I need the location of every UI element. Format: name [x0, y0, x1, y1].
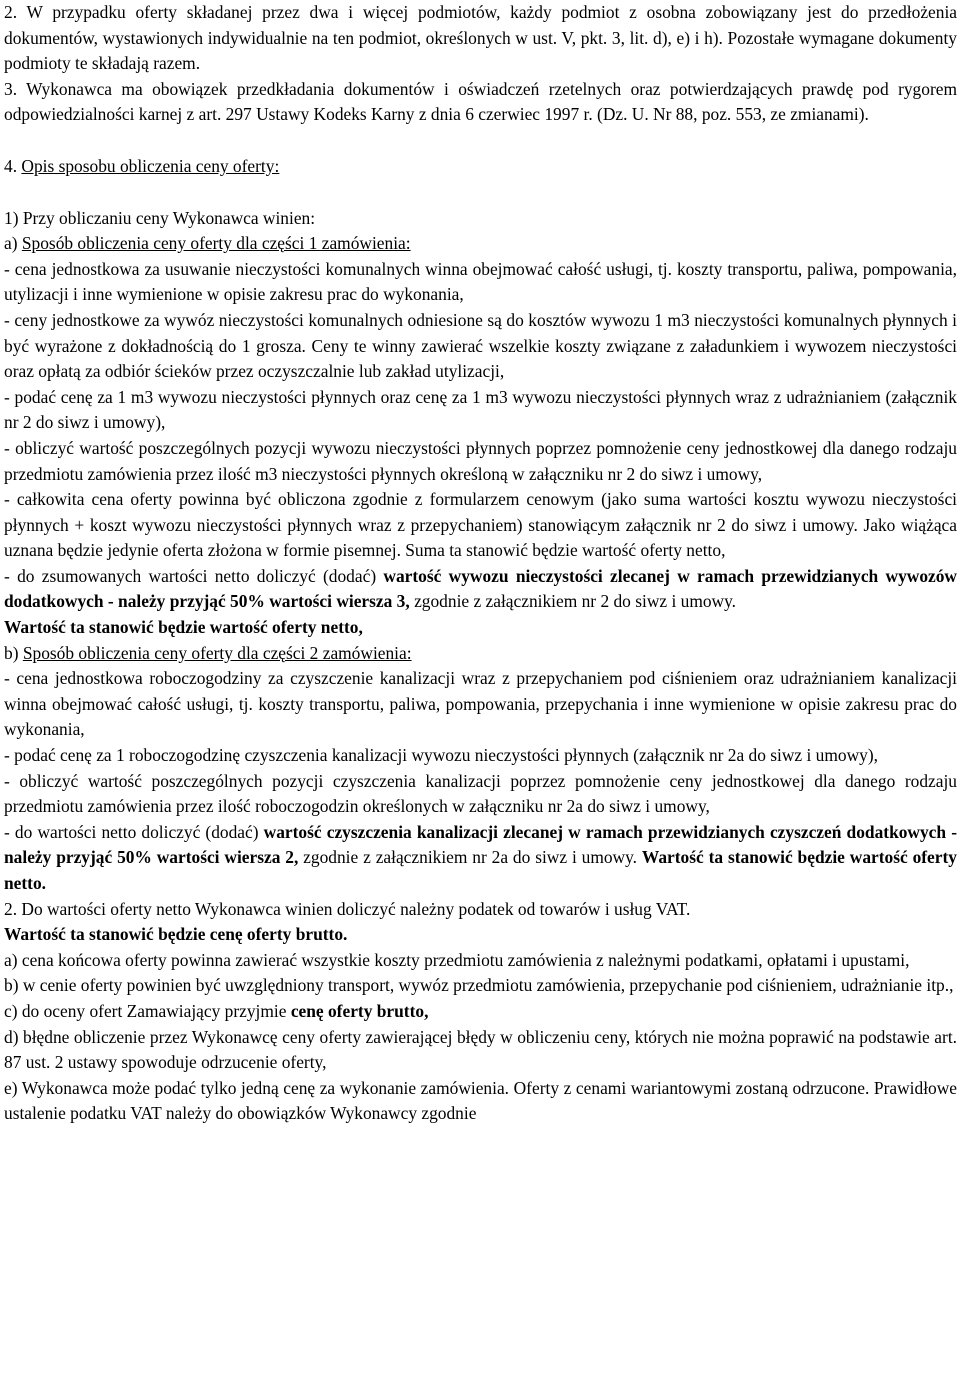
text: zgodnie z załącznikiem nr 2 do siwz i umowy. [409, 591, 737, 612]
point-1-intro: 1) Przy obliczaniu ceny Wykonawca winien: [4, 207, 316, 228]
point-2-vat: 2. Do wartości oferty netto Wykonawca winien doliczyć należny podatek od towarów i usług VAT. [4, 898, 691, 919]
bold-text: wartość czyszczenia kanalizacji zlecanej w ramach przewidzianych czyszczeń dodatkowych - należy przyjąć 50% wartości wiersza 2, [4, 821, 957, 868]
part-1-item: - ceny jednostkowe za wywóz nieczystości komunalnych odniesione są do kosztów wywozu 1 m3 nieczystości komunalnych płynnych i być wyrażone z dokładnością do 1 grosza. Ceny te winny zawierać wszelkie koszty związane z załadunkiem i wywozem nieczystości oraz opłatą za odbiór ścieków przez oczyszczalnie lub zakład utylizacji, [4, 309, 957, 382]
section-number: 4. [4, 155, 22, 176]
bold-text: Wartość ta stanowić będzie wartość oferty netto. [4, 847, 957, 893]
rule-b: b) w cenie oferty powinien być uwzględniony transport, wywóz przedmiotu zamówienia, przepychanie pod ciśnieniem, udrażnianie itp., [4, 975, 954, 996]
paragraph-joint-offer: 2. W przypadku oferty składanej przez dwa i więcej podmiotów, każdy podmiot z osobna zobowiązany jest do przedłożenia dokumentów, wystawionych indywidualnie na ten podmiot, określonych w ust. V, pkt. 3, lit. d), e) i h). Pozostałe wymagane dokumenty podmioty te składają razem. [4, 2, 957, 74]
section-title: Opis sposobu obliczenia ceny oferty: [21, 155, 280, 176]
text: zgodnie z załącznikiem nr 2a do siwz i umowy. [298, 847, 642, 868]
part-prefix: a) [4, 233, 22, 254]
point-2-gross-note [4, 922, 957, 948]
part-1-item [4, 564, 957, 615]
paragraph-documents-liability: 3. Wykonawca ma obowiązek przedkładania dokumentów i oświadczeń rzetelnych oraz potwierdzających prawdę pod rygorem odpowiedzialności karnej z art. 297 Ustawy Kodeks Karny z dnia 6 czerwiec 1997 r. (Dz. U. Nr 88, poz. 553, ze zmianami). [4, 78, 957, 125]
part-title: Sposób obliczenia ceny oferty dla części 1 zamówienia: [21, 233, 411, 254]
text: c) do oceny ofert Zamawiający przyjmie [4, 1000, 291, 1021]
rule-a: a) cena końcowa oferty powinna zawierać wszystkie koszty przedmiotu zamówienia z należnymi podatkami, opłatami i upustami, [4, 949, 910, 970]
part-prefix: b) [4, 642, 23, 663]
rule-e: e) Wykonawca może podać tylko jedną cenę za wykonanie zamówienia. Oferty z cenami wariantowymi zostaną odrzucone. Prawidłowe ustalenie podatku VAT należy do obowiązków Wykonawcy zgodnie [4, 1077, 957, 1124]
rule-c [4, 999, 957, 1025]
part-2-item: - obliczyć wartość poszczególnych pozycji czyszczenia kanalizacji poprzez pomnożenie ceny jednostkowej dla danego rodzaju przedmiotu zamówienia przez ilość roboczogodzin określonych w załączniku nr 2a do siwz i umowy, [4, 770, 957, 817]
spacer [4, 180, 957, 206]
text: - do wartości netto doliczyć (dodać) [4, 821, 264, 842]
part-1-item: - całkowita cena oferty powinna być obliczona zgodnie z formularzem cenowym (jako suma wartości kosztu wywozu nieczystości płynnych + koszt wywozu nieczystości płynnych wraz z przepychaniem) stanowiącym załącznik nr 2 do siwz i umowy. Jako wiążąca uznana będzie jedynie oferta złożona w formie pisemnej. Suma ta stanowić będzie wartość oferty netto, [4, 489, 957, 561]
part-1-heading [4, 231, 957, 257]
part-1-item: - obliczyć wartość poszczególnych pozycji wywozu nieczystości płynnych poprzez pomnożenie ceny jednostkowej dla danego rodzaju przedmiotu zamówienia przez ilość m3 nieczystości płynnych określoną w załączniku nr 2 do siwz i umowy, [4, 437, 957, 484]
part-1-value-note [4, 615, 957, 641]
spacer [4, 128, 957, 154]
part-2-heading [4, 641, 957, 667]
bold-text: wartość wywozu nieczystości zlecanej w ramach przewidzianych wywozów dodatkowych - należy przyjąć 50% wartości wiersza 3, [4, 565, 957, 612]
text: - do zsumowanych wartości netto doliczyć (dodać) [4, 565, 384, 586]
part-1-item: - cena jednostkowa za usuwanie nieczystości komunalnych winna obejmować całość usługi, tj. koszty transportu, paliwa, pompowania, utylizacji i inne wymienione w opisie zakresu prac do wykonania, [4, 258, 957, 305]
part-2-item: - cena jednostkowa roboczogodziny za czyszczenie kanalizacji wraz z przepychaniem pod ciśnieniem oraz udrażnianiem kanalizacji winna obejmować całość usługi, tj. koszty transportu, paliwa, pompowania, przepychania i inne wymienione w opisie zakresu prac do wykonania, [4, 668, 957, 740]
bold-text: cenę oferty brutto, [290, 1000, 429, 1021]
section-4-heading [4, 154, 957, 180]
bold-text: Wartość ta stanowić będzie wartość oferty netto, [4, 617, 363, 638]
bold-text: Wartość ta stanowić będzie cenę oferty brutto. [4, 924, 348, 945]
part-1-item: - podać cenę za 1 m3 wywozu nieczystości płynnych oraz cenę za 1 m3 wywozu nieczystości płynnych wraz z udrażnianiem (załącznik nr 2 do siwz i umowy), [4, 386, 957, 433]
rule-d: d) błędne obliczenie przez Wykonawcę ceny oferty zawierającej błędy w obliczeniu ceny, których nie można poprawić na podstawie art. 87 ust. 2 ustawy spowoduje odrzucenie oferty, [4, 1026, 957, 1073]
part-2-item: - podać cenę za 1 roboczogodzinę czyszczenia kanalizacji wywozu nieczystości płynnych (załącznik nr 2a do siwz i umowy), [4, 745, 878, 766]
part-2-item [4, 820, 957, 897]
part-title: Sposób obliczenia ceny oferty dla części 2 zamówienia: [22, 642, 412, 663]
